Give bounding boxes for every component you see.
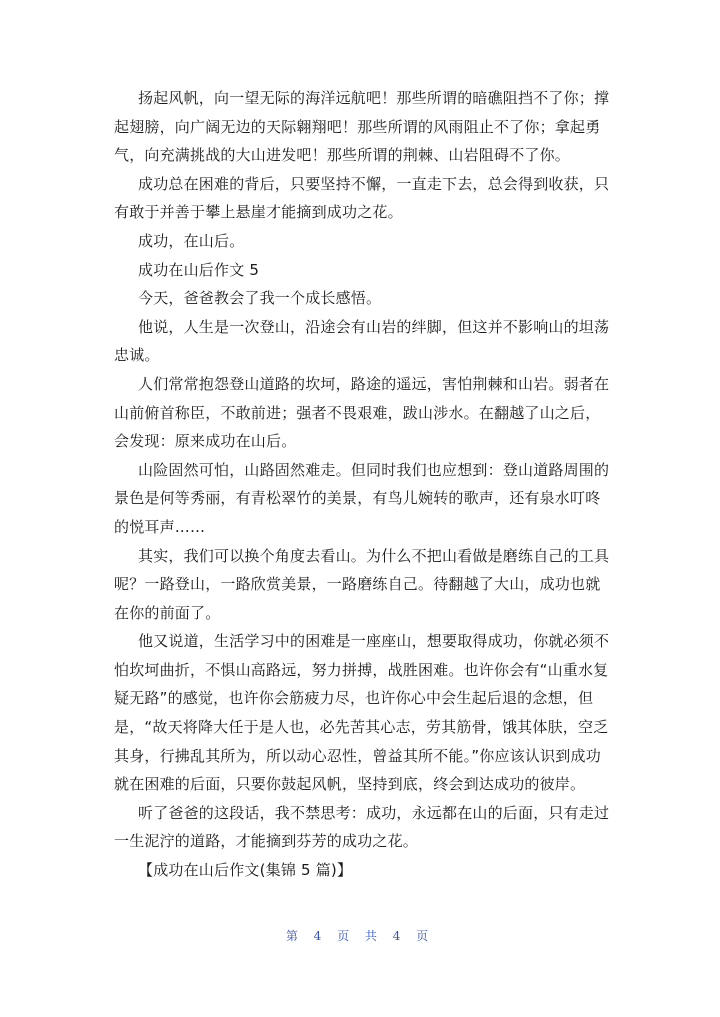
text-line: 今天，爸爸教会了我一个成长感悟。 — [138, 289, 382, 308]
paragraph — [114, 542, 610, 628]
text-line: 敢于并善于攀上悬崖才能摘到成功之花。 — [129, 203, 403, 222]
paragraph — [114, 856, 610, 885]
text-line: 生泥泞的道路，才能摘到芬芳的成功之花。 — [129, 832, 419, 851]
text-line: 成功总在困难的背后，只要坚持不懈，一直走下去，总会得到收获，只有 — [114, 174, 610, 222]
paragraph — [114, 456, 610, 542]
text-line: 现：原来成功在山后。 — [144, 432, 297, 451]
text-line: 成功在山后作文 5 — [138, 260, 260, 279]
text-line: 翅膀，向广阔无边的天际翱翔吧！那些所谓的风雨阻止不了你；拿起勇气，向 — [114, 117, 601, 165]
text-line: 扬起风帆，向一望无际的海洋远航吧！那些所谓的暗礁阻挡不了你；撑起 — [114, 89, 610, 136]
paragraph — [114, 170, 610, 227]
document-body — [114, 84, 610, 885]
text-line: 色是何等秀丽，有青松翠竹的美景，有鸟儿婉转的歌声，还有泉水叮咚的悦耳 — [114, 489, 601, 536]
paragraph — [114, 627, 610, 799]
text-line: 其实，我们可以换个角度去看山。为什么不把山看做是磨练自己的工具 — [138, 546, 610, 565]
page-footer: 第 4 页 共 4 页 — [285, 929, 435, 943]
text-line: 的前面了。 — [144, 603, 221, 622]
paragraph — [114, 799, 610, 856]
text-line: 成功，在山后。 — [138, 231, 245, 250]
text-line: 充满挑战的大山进发吧！那些所谓的荆棘、山岩阻碍不了你。 — [159, 146, 571, 165]
text-line: 他说，人生是一次登山，沿途会有山岩的绊脚，但这并不影响山的坦荡忠 — [114, 317, 610, 365]
paragraph — [114, 313, 610, 370]
text-line: 声…… — [159, 517, 206, 536]
text-line: 人们常常抱怨登山道路的坎坷，路途的遥远，害怕荆棘和山岩。弱者在山 — [114, 374, 610, 422]
text-line: 诚。 — [129, 346, 160, 365]
text-line: 乱其所为，所以动心忍性，曾益其所不能。”你应该认识到成功就在困难的后 — [114, 746, 601, 794]
paragraph — [114, 370, 610, 456]
text-line: 路”的感觉，也许你会筋疲力尽，也许你心中会生起后退的念想，但是，“故 — [114, 689, 594, 737]
text-line: 山险固然可怕，山路固然难走。但同时我们也应想到：登山道路周围的景 — [114, 460, 610, 508]
paragraph — [114, 256, 610, 285]
paragraph — [114, 227, 610, 256]
text-line: 他又说道，生活学习中的困难是一座座山，想要取得成功，你就必须不怕 — [114, 632, 610, 679]
text-line: 天将降大任于是人也，必先苦其心志，劳其筋骨，饿其体肤，空乏其身，行拂 — [114, 718, 609, 765]
text-line: 呢？一路登山，一路欣赏美景，一路磨练自己。待翻越了大山，成功也就在你 — [114, 575, 601, 622]
text-line: 听了爸爸的这段话，我不禁思考：成功，永远都在山的后面，只有走过一 — [114, 803, 610, 851]
text-line: 面，只要你鼓起风帆，坚持到底，终会到达成功的彼岸。 — [205, 775, 586, 794]
paragraph — [114, 84, 610, 170]
text-line: 【成功在山后作文(集锦 5 篇)】 — [138, 861, 353, 880]
paragraph — [114, 284, 610, 313]
text-line: 坎坷曲折，不惧山高路远，努力拼搏，战胜困难。也许你会有“山重水复疑无 — [114, 660, 609, 708]
text-line: 前俯首称臣，不敢前进；强者不畏艰难，跋山涉水。在翻越了山之后，会发 — [114, 403, 601, 451]
